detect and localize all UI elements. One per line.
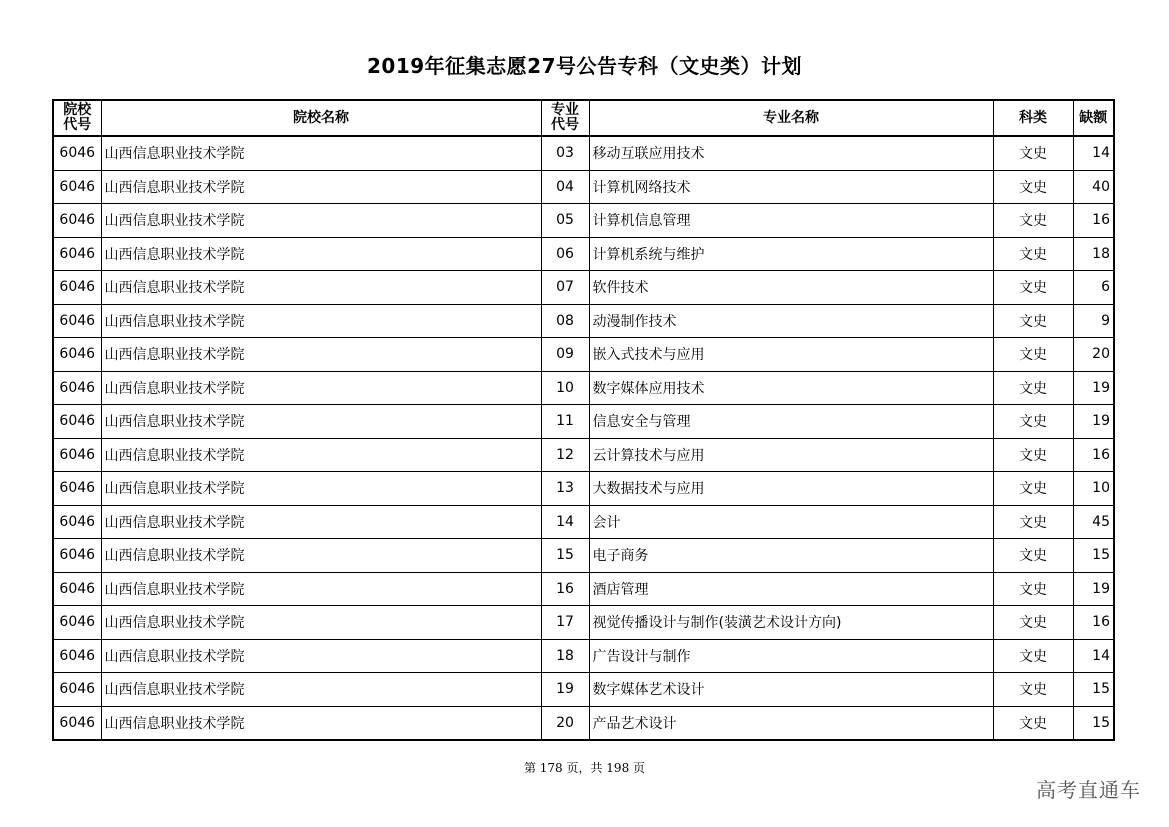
table-row [53, 338, 1114, 372]
cell-school-name: 山西信息职业技术学院 [101, 539, 541, 573]
table-body [53, 136, 1114, 740]
cell-vacancy: 18 [1073, 237, 1114, 271]
cell-school-name: 山西信息职业技术学院 [101, 170, 541, 204]
cell-major-code: 08 [541, 304, 589, 338]
cell-school-code: 6046 [53, 438, 101, 472]
cell-major-name: 计算机信息管理 [589, 204, 993, 238]
cell-major-code: 18 [541, 639, 589, 673]
cell-category: 文史 [993, 505, 1073, 539]
cell-vacancy: 45 [1073, 505, 1114, 539]
cell-major-code: 06 [541, 237, 589, 271]
cell-major-name: 云计算技术与应用 [589, 438, 993, 472]
header-school-code-line2: 代号 [63, 117, 92, 133]
cell-major-code: 16 [541, 572, 589, 606]
cell-vacancy: 16 [1073, 438, 1114, 472]
cell-major-code: 15 [541, 539, 589, 573]
cell-school-code: 6046 [53, 204, 101, 238]
header-category: 科类 [993, 100, 1073, 136]
cell-vacancy: 14 [1073, 639, 1114, 673]
cell-school-name: 山西信息职业技术学院 [101, 706, 541, 740]
cell-major-name: 动漫制作技术 [589, 304, 993, 338]
cell-category: 文史 [993, 706, 1073, 740]
page-title: 2019年征集志愿27号公告专科（文史类）计划 [367, 54, 802, 78]
cell-school-name: 山西信息职业技术学院 [101, 606, 541, 640]
table-row [53, 438, 1114, 472]
cell-vacancy: 15 [1073, 706, 1114, 740]
cell-school-code: 6046 [53, 572, 101, 606]
table-row [53, 405, 1114, 439]
cell-major-name: 信息安全与管理 [589, 405, 993, 439]
cell-major-name: 酒店管理 [589, 572, 993, 606]
cell-school-name: 山西信息职业技术学院 [101, 204, 541, 238]
cell-school-name: 山西信息职业技术学院 [101, 136, 541, 170]
cell-major-code: 04 [541, 170, 589, 204]
cell-school-name: 山西信息职业技术学院 [101, 438, 541, 472]
cell-school-code: 6046 [53, 505, 101, 539]
cell-category: 文史 [993, 170, 1073, 204]
cell-major-code: 17 [541, 606, 589, 640]
cell-school-name: 山西信息职业技术学院 [101, 472, 541, 506]
header-major-code-line1: 专业 [551, 102, 579, 118]
cell-vacancy: 20 [1073, 338, 1114, 372]
cell-school-name: 山西信息职业技术学院 [101, 405, 541, 439]
cell-major-name: 计算机网络技术 [589, 170, 993, 204]
cell-major-code: 10 [541, 371, 589, 405]
cell-school-code: 6046 [53, 304, 101, 338]
cell-major-name: 电子商务 [589, 539, 993, 573]
table-row [53, 237, 1114, 271]
cell-school-name: 山西信息职业技术学院 [101, 639, 541, 673]
table-row [53, 136, 1114, 170]
cell-category: 文史 [993, 237, 1073, 271]
cell-school-code: 6046 [53, 706, 101, 740]
cell-category: 文史 [993, 438, 1073, 472]
cell-vacancy: 16 [1073, 204, 1114, 238]
cell-major-code: 12 [541, 438, 589, 472]
cell-school-name: 山西信息职业技术学院 [101, 271, 541, 305]
cell-major-code: 20 [541, 706, 589, 740]
cell-school-code: 6046 [53, 539, 101, 573]
cell-category: 文史 [993, 271, 1073, 305]
cell-school-name: 山西信息职业技术学院 [101, 572, 541, 606]
cell-category: 文史 [993, 136, 1073, 170]
watermark: 高考直通车 [1036, 778, 1141, 802]
table-row [53, 505, 1114, 539]
cell-major-code: 11 [541, 405, 589, 439]
table-row [53, 304, 1114, 338]
cell-vacancy: 14 [1073, 136, 1114, 170]
table-row [53, 606, 1114, 640]
cell-school-name: 山西信息职业技术学院 [101, 237, 541, 271]
header-vacancy: 缺额 [1073, 100, 1114, 136]
cell-school-name: 山西信息职业技术学院 [101, 304, 541, 338]
cell-school-code: 6046 [53, 673, 101, 707]
cell-school-code: 6046 [53, 371, 101, 405]
cell-vacancy: 15 [1073, 539, 1114, 573]
cell-vacancy: 16 [1073, 606, 1114, 640]
cell-school-code: 6046 [53, 136, 101, 170]
cell-major-name: 广告设计与制作 [589, 639, 993, 673]
cell-major-code: 13 [541, 472, 589, 506]
cell-vacancy: 19 [1073, 572, 1114, 606]
cell-category: 文史 [993, 673, 1073, 707]
cell-school-code: 6046 [53, 405, 101, 439]
table-row [53, 271, 1114, 305]
cell-school-name: 山西信息职业技术学院 [101, 505, 541, 539]
cell-school-code: 6046 [53, 606, 101, 640]
header-major-code-line2: 代号 [551, 117, 579, 133]
header-school-name: 院校名称 [101, 100, 541, 136]
cell-category: 文史 [993, 204, 1073, 238]
cell-school-code: 6046 [53, 271, 101, 305]
table-header-row [53, 100, 1114, 136]
cell-school-code: 6046 [53, 170, 101, 204]
cell-major-code: 05 [541, 204, 589, 238]
cell-major-name: 大数据技术与应用 [589, 472, 993, 506]
cell-vacancy: 40 [1073, 170, 1114, 204]
cell-vacancy: 10 [1073, 472, 1114, 506]
cell-vacancy: 6 [1073, 271, 1114, 305]
cell-school-code: 6046 [53, 639, 101, 673]
cell-school-name: 山西信息职业技术学院 [101, 673, 541, 707]
table-row [53, 539, 1114, 573]
table-row [53, 371, 1114, 405]
table-row [53, 706, 1114, 740]
cell-major-name: 移动互联应用技术 [589, 136, 993, 170]
table-row [53, 639, 1114, 673]
table-row [53, 170, 1114, 204]
cell-category: 文史 [993, 472, 1073, 506]
cell-major-name: 软件技术 [589, 271, 993, 305]
cell-major-code: 07 [541, 271, 589, 305]
cell-major-name: 视觉传播设计与制作(装潢艺术设计方向) [589, 606, 993, 640]
cell-major-code: 03 [541, 136, 589, 170]
header-school-code [53, 100, 101, 136]
cell-major-code: 09 [541, 338, 589, 372]
cell-major-name: 数字媒体应用技术 [589, 371, 993, 405]
cell-category: 文史 [993, 539, 1073, 573]
page-footer: 第 178 页，共 198 页 [523, 761, 646, 775]
cell-category: 文史 [993, 572, 1073, 606]
plan-table [52, 99, 1115, 741]
cell-major-name: 计算机系统与维护 [589, 237, 993, 271]
cell-major-code: 19 [541, 673, 589, 707]
header-school-code-line1: 院校 [63, 102, 92, 118]
table-row [53, 673, 1114, 707]
cell-school-code: 6046 [53, 237, 101, 271]
table-row [53, 204, 1114, 238]
cell-school-code: 6046 [53, 338, 101, 372]
cell-category: 文史 [993, 371, 1073, 405]
header-major-name: 专业名称 [589, 100, 993, 136]
cell-major-name: 会计 [589, 505, 993, 539]
cell-major-name: 嵌入式技术与应用 [589, 338, 993, 372]
cell-category: 文史 [993, 338, 1073, 372]
cell-school-code: 6046 [53, 472, 101, 506]
cell-major-code: 14 [541, 505, 589, 539]
cell-category: 文史 [993, 405, 1073, 439]
table-row [53, 472, 1114, 506]
cell-major-name: 数字媒体艺术设计 [589, 673, 993, 707]
cell-school-name: 山西信息职业技术学院 [101, 338, 541, 372]
cell-category: 文史 [993, 639, 1073, 673]
cell-category: 文史 [993, 606, 1073, 640]
header-major-code [541, 100, 589, 136]
cell-vacancy: 19 [1073, 371, 1114, 405]
cell-school-name: 山西信息职业技术学院 [101, 371, 541, 405]
cell-vacancy: 19 [1073, 405, 1114, 439]
cell-major-name: 产品艺术设计 [589, 706, 993, 740]
cell-vacancy: 9 [1073, 304, 1114, 338]
cell-vacancy: 15 [1073, 673, 1114, 707]
cell-category: 文史 [993, 304, 1073, 338]
table-row [53, 572, 1114, 606]
